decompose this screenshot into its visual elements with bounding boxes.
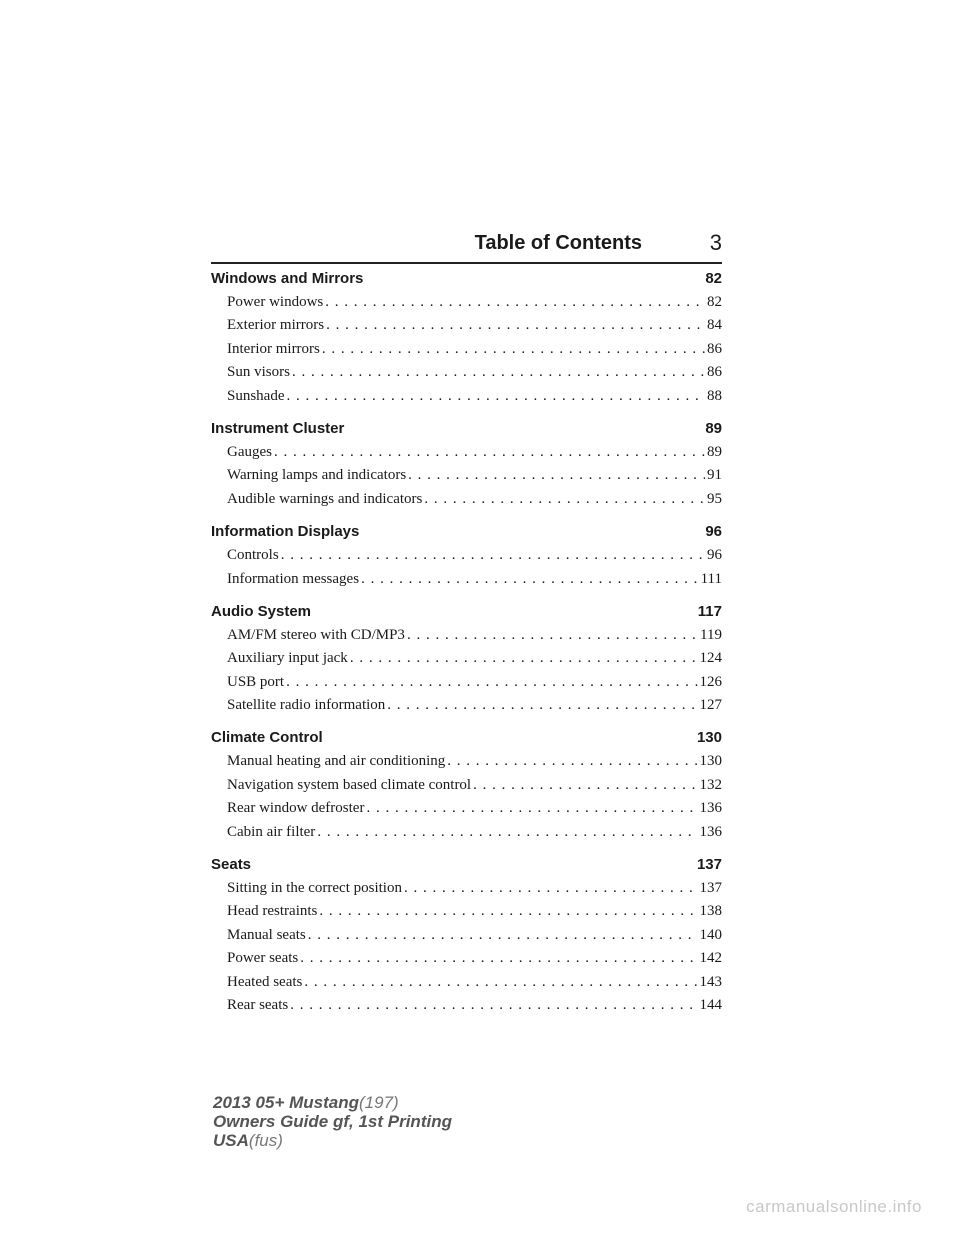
entry-page-number: 88 xyxy=(707,387,722,404)
toc-entry[interactable] xyxy=(211,647,722,670)
entry-label: AM/FM stereo with CD/MP3 xyxy=(227,626,405,643)
entry-page-number: 95 xyxy=(707,490,722,507)
dot-leader xyxy=(350,647,698,670)
section-page-number: 117 xyxy=(697,602,722,620)
entry-label: Warning lamps and indicators xyxy=(227,467,407,484)
entry-label: Gauges xyxy=(227,443,272,460)
entry-page-number: 127 xyxy=(699,697,722,714)
section-title: Windows and Mirrors xyxy=(211,270,364,287)
entry-page-number: 119 xyxy=(700,626,722,643)
toc-entry[interactable] xyxy=(211,877,722,900)
toc-section xyxy=(211,267,722,408)
entry-label: Rear seats xyxy=(227,996,289,1013)
toc-entry[interactable] xyxy=(211,994,722,1017)
toc-section xyxy=(211,726,722,844)
entry-label: Head restraints xyxy=(227,903,318,920)
entry-page-number: 96 xyxy=(707,547,722,564)
toc-entry[interactable] xyxy=(211,671,722,694)
dot-leader xyxy=(407,624,698,647)
page-number: 3 xyxy=(709,230,722,255)
dot-leader xyxy=(325,291,705,314)
entry-label: Controls xyxy=(227,547,279,564)
toc-section-heading[interactable] xyxy=(211,853,722,877)
toc-entry[interactable] xyxy=(211,971,722,994)
dot-leader xyxy=(361,568,699,591)
dot-leader xyxy=(366,797,697,820)
entry-page-number: 142 xyxy=(699,950,722,967)
dot-leader xyxy=(408,464,705,487)
entry-label: Auxiliary input jack xyxy=(227,650,348,667)
toc-entry[interactable] xyxy=(211,694,722,717)
entry-page-number: 132 xyxy=(699,776,722,793)
entry-label: Manual heating and air conditioning xyxy=(227,753,446,770)
section-page-number: 82 xyxy=(705,270,722,287)
section-title: Climate Control xyxy=(211,729,323,747)
toc-section xyxy=(211,853,722,1017)
section-page-number: 137 xyxy=(696,856,722,874)
entry-label: Power windows xyxy=(227,294,324,310)
dot-leader xyxy=(424,488,705,511)
page-title: Table of Contents xyxy=(474,232,642,254)
dot-leader xyxy=(473,774,697,797)
entry-page-number: 91 xyxy=(707,467,722,484)
footer-line-2: Owners Guide gf, 1st Printing xyxy=(213,1112,452,1131)
section-title: Information Displays xyxy=(211,523,360,541)
entry-label: Navigation system based climate control xyxy=(227,776,472,793)
dot-leader xyxy=(300,947,697,970)
entry-page-number: 86 xyxy=(707,364,722,381)
dot-leader xyxy=(292,361,705,384)
toc-section-heading[interactable] xyxy=(211,600,722,624)
dot-leader xyxy=(326,314,705,337)
toc-entry[interactable] xyxy=(211,900,722,923)
toc-section xyxy=(211,600,722,718)
toc-entry[interactable] xyxy=(211,464,722,487)
entry-label: Exterior mirrors xyxy=(227,317,325,334)
dot-leader xyxy=(447,750,697,773)
toc-entry[interactable] xyxy=(211,821,722,844)
entry-label: Sun visors xyxy=(227,364,290,381)
entry-page-number: 82 xyxy=(707,294,722,310)
toc-entry[interactable] xyxy=(211,314,722,337)
dot-leader xyxy=(308,924,698,947)
toc-section-heading[interactable] xyxy=(211,417,722,441)
entry-label: Rear window defroster xyxy=(227,800,365,817)
section-page-number: 130 xyxy=(696,729,722,747)
entry-label: Information messages xyxy=(227,570,360,587)
entry-page-number: 143 xyxy=(699,973,722,990)
dot-leader xyxy=(319,900,697,923)
section-title: Audio System xyxy=(211,602,312,620)
dot-leader xyxy=(281,544,705,567)
entry-label: Manual seats xyxy=(227,926,306,943)
entry-page-number: 84 xyxy=(707,317,722,334)
entry-page-number: 144 xyxy=(699,996,722,1013)
dot-leader xyxy=(286,671,697,694)
entry-page-number: 86 xyxy=(707,340,722,357)
toc-entry[interactable] xyxy=(211,441,722,464)
entry-label: Audible warnings and indicators xyxy=(227,490,423,507)
toc-section xyxy=(211,417,722,511)
entry-page-number: 124 xyxy=(699,650,722,667)
toc-entry[interactable] xyxy=(211,774,722,797)
toc-entry[interactable] xyxy=(211,338,722,361)
page-header xyxy=(211,226,722,264)
toc-entry[interactable] xyxy=(211,385,722,408)
entry-label: Cabin air filter xyxy=(227,823,316,840)
toc-entry[interactable] xyxy=(211,624,722,647)
section-title: Instrument Cluster xyxy=(211,419,345,437)
dot-leader xyxy=(317,821,697,844)
entry-label: Sitting in the correct position xyxy=(227,880,402,897)
toc-entry[interactable] xyxy=(211,488,722,511)
entry-page-number: 136 xyxy=(699,800,722,817)
entry-page-number: 111 xyxy=(700,570,722,587)
toc-entry[interactable] xyxy=(211,797,722,820)
entry-label: Satellite radio information xyxy=(227,697,386,714)
entry-page-number: 140 xyxy=(699,926,722,943)
section-page-number: 89 xyxy=(705,419,722,437)
section-title: Seats xyxy=(211,856,252,874)
entry-label: Power seats xyxy=(227,950,299,967)
entry-label: USB port xyxy=(227,673,285,690)
toc-entry[interactable] xyxy=(211,361,722,384)
print-footer xyxy=(213,1093,452,1150)
entry-page-number: 130 xyxy=(699,753,722,770)
entry-page-number: 137 xyxy=(699,880,722,897)
footer-line-1: 2013 05+ Mustang(197) xyxy=(213,1093,399,1112)
table-of-contents xyxy=(211,267,722,1026)
toc-entry[interactable] xyxy=(211,291,722,314)
toc-section-heading[interactable] xyxy=(211,726,722,750)
entry-page-number: 138 xyxy=(699,903,722,920)
entry-page-number: 89 xyxy=(707,443,722,460)
dot-leader xyxy=(287,385,706,408)
entry-label: Heated seats xyxy=(227,973,303,990)
footer-line-3: USA(fus) xyxy=(213,1131,283,1150)
entry-page-number: 126 xyxy=(699,673,722,690)
dot-leader xyxy=(387,694,697,717)
dot-leader xyxy=(322,338,705,361)
dot-leader xyxy=(274,441,705,464)
toc-entry[interactable] xyxy=(211,568,722,591)
toc-section-heading[interactable] xyxy=(211,267,722,291)
toc-entry[interactable] xyxy=(211,924,722,947)
entry-label: Sunshade xyxy=(227,387,285,404)
entry-label: Interior mirrors xyxy=(227,340,320,357)
dot-leader xyxy=(290,994,697,1017)
watermark-link[interactable]: carmanualsonline.info xyxy=(746,1197,922,1216)
toc-entry[interactable] xyxy=(211,750,722,773)
toc-section-heading[interactable] xyxy=(211,520,722,544)
dot-leader xyxy=(304,971,697,994)
toc-entry[interactable] xyxy=(211,947,722,970)
section-page-number: 96 xyxy=(705,523,722,541)
entry-page-number: 136 xyxy=(699,823,722,840)
dot-leader xyxy=(404,877,698,900)
toc-entry[interactable] xyxy=(211,544,722,567)
toc-section xyxy=(211,520,722,591)
